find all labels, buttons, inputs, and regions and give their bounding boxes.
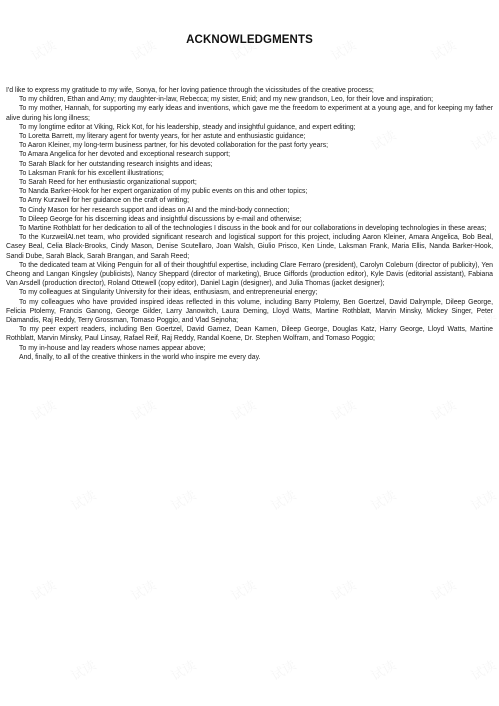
acknowledgment-paragraph: To Martine Rothblatt for her dedication to all of the technologies I discuss in the book and for our collaborations in developing technologies in these areas; (19, 225, 487, 233)
watermark-mark: 试读 (428, 38, 460, 65)
watermark-mark: 试读 (368, 488, 400, 515)
watermark-mark: 试读 (128, 218, 160, 245)
acknowledgments-body (6, 86, 493, 362)
watermark-mark: 试读 (168, 308, 200, 335)
watermark-mark: 试读 (128, 38, 160, 65)
acknowledgment-paragraph: To Nanda Barker-Hook for her expert organization of my public events on this and other topics; (19, 188, 308, 196)
watermark-mark: 试读 (168, 658, 200, 685)
watermark-mark: 试读 (128, 578, 160, 605)
acknowledgment-paragraph: To the KurzweilAI.net team, who provided significant research and logistical support for this project, including Aaron Kleiner, Amara Angelica, Bob Beal, Casey Beal, Celia Black-Brooks, Cindy Mason, Denise Scutellaro, Joan Walsh, Giulio Prisco, Ken Linde, Laksman Frank, Maria Ellis, Nanda Barker-Hook, Sandi Dube, Sarah Black, Sarah Brangan, and Sarah Reed; (6, 234, 493, 260)
watermark-mark: 试读 (428, 218, 460, 245)
watermark-mark: 试读 (328, 398, 360, 425)
watermark-mark: 试读 (68, 128, 100, 155)
watermark-mark: 试读 (268, 488, 300, 515)
acknowledgment-paragraph: To my children, Ethan and Amy; my daughter-in-law, Rebecca; my sister, Enid; and my new grandson, Leo, for their love and inspiration; (19, 96, 434, 104)
watermark-mark: 试读 (428, 398, 460, 425)
acknowledgment-paragraph: And, finally, to all of the creative thinkers in the world who inspire me every day. (19, 353, 261, 361)
watermark-mark: 试读 (168, 128, 200, 155)
watermark-mark: 试读 (268, 128, 300, 155)
watermark-mark: 试读 (68, 488, 100, 515)
watermark-mark: 试读 (468, 488, 499, 515)
watermark-mark: 试读 (368, 308, 400, 335)
acknowledgment-paragraph: To Dileep George for his discerning ideas and insightful discussions by e-mail and otherwise; (19, 215, 302, 223)
acknowledgment-paragraph: To Cindy Mason for her research support and ideas on AI and the mind-body connection; (19, 206, 290, 214)
acknowledgment-paragraph: To Amara Angelica for her devoted and exceptional research support; (19, 151, 231, 159)
watermark-mark: 试读 (228, 398, 260, 425)
acknowledgment-paragraph: To my mother, Hannah, for supporting my early ideas and inventions, which gave me the freedom to experiment at a young age, and for keeping my father alive during his long illness; (6, 105, 493, 122)
watermark-mark: 试读 (368, 658, 400, 685)
watermark-mark: 试读 (428, 578, 460, 605)
watermark-mark: 试读 (268, 658, 300, 685)
watermark-mark: 试读 (228, 218, 260, 245)
watermark-mark: 试读 (68, 658, 100, 685)
acknowledgment-paragraph: To Aaron Kleiner, my long-term business partner, for his devoted collaboration for the past forty years; (19, 142, 329, 150)
watermark-mark: 试读 (468, 308, 499, 335)
watermark-mark: 试读 (68, 308, 100, 335)
watermark-mark: 试读 (228, 38, 260, 65)
watermark-mark: 试读 (128, 398, 160, 425)
acknowledgment-paragraph: To Loretta Barrett, my literary agent for twenty years, for her astute and enthusiastic guidance; (19, 133, 306, 141)
acknowledgment-paragraph: To Laksman Frank for his excellent illustrations; (19, 169, 164, 177)
watermark-mark: 试读 (468, 658, 499, 685)
acknowledgment-paragraph: To Sarah Reed for her enthusiastic organizational support; (19, 179, 197, 187)
watermark-mark: 试读 (368, 128, 400, 155)
acknowledgment-paragraph: To Amy Kurzweil for her guidance on the craft of writing; (19, 197, 190, 205)
watermark-mark: 试读 (28, 578, 60, 605)
watermark-mark: 试读 (28, 218, 60, 245)
acknowledgment-paragraph: To my peer expert readers, including Ben Goertzel, David Gamez, Dean Kamen, Dileep George, Douglas Katz, Harry George, Lloyd Watts, Martine Rothblatt, Marvin Minsky, Paul Linsay, Rafael Reif, Raj Reddy, Randal Koene, Dr. Stephen Wolfram, and Tomaso Poggio; (6, 326, 493, 343)
watermark-mark: 试读 (168, 488, 200, 515)
acknowledgment-paragraph: To the dedicated team at Viking Penguin for all of their thoughtful expertise, including Clare Ferraro (president), Carolyn Coleburn (director of publicity), Yen Cheong and Langan Kingsley (publicists), Nancy Sheppard (director of marketing), Bruce Giffords (production editor), Kyle Davis (editorial assistant), Fabiana Van Arsdell (production director), Roland Ottewell (copy editor), Daniel Lagin (designer), and Julia Thomas (jacket designer); (6, 261, 493, 288)
acknowledgment-paragraph: I'd like to express my gratitude to my wife, Sonya, for her loving patience through the vicissitudes of the creative process; (6, 87, 374, 94)
watermark-mark: 试读 (328, 218, 360, 245)
watermark-mark: 试读 (328, 38, 360, 65)
watermark-mark: 试读 (328, 578, 360, 605)
watermark-mark: 试读 (28, 38, 60, 65)
acknowledgment-paragraph: To Sarah Black for her outstanding research insights and ideas; (19, 160, 213, 168)
watermark-mark: 试读 (228, 578, 260, 605)
page-title: ACKNOWLEDGMENTS (186, 34, 313, 46)
acknowledgment-paragraph: To my colleagues at Singularity University for their ideas, enthusiasm, and entrepreneurial energy; (19, 289, 318, 297)
acknowledgment-paragraph: To my in-house and lay readers whose names appear above; (19, 344, 206, 352)
acknowledgment-paragraph: To my colleagues who have provided inspired ideas reflected in this volume, including Barry Ptolemy, Ben Goertzel, David Dalrymple, Dileep George, Felicia Ptolemy, Francis Ganong, George Gilder, Larry Janowitch, Laura Deming, Lloyd Watts, Martine Rothblatt, Marvin Minsky, Mickey Singer, Peter Diamandis, Raj Reddy, Terry Grossman, Tomaso Poggio, and Vlad Sejnoha; (6, 298, 493, 325)
watermark-mark: 试读 (268, 308, 300, 335)
watermark-mark: 试读 (28, 398, 60, 425)
watermark-mark: 试读 (468, 128, 499, 155)
acknowledgment-paragraph: To my longtime editor at Viking, Rick Kot, for his leadership, steady and insightful guidance, and expert editing; (19, 123, 356, 131)
